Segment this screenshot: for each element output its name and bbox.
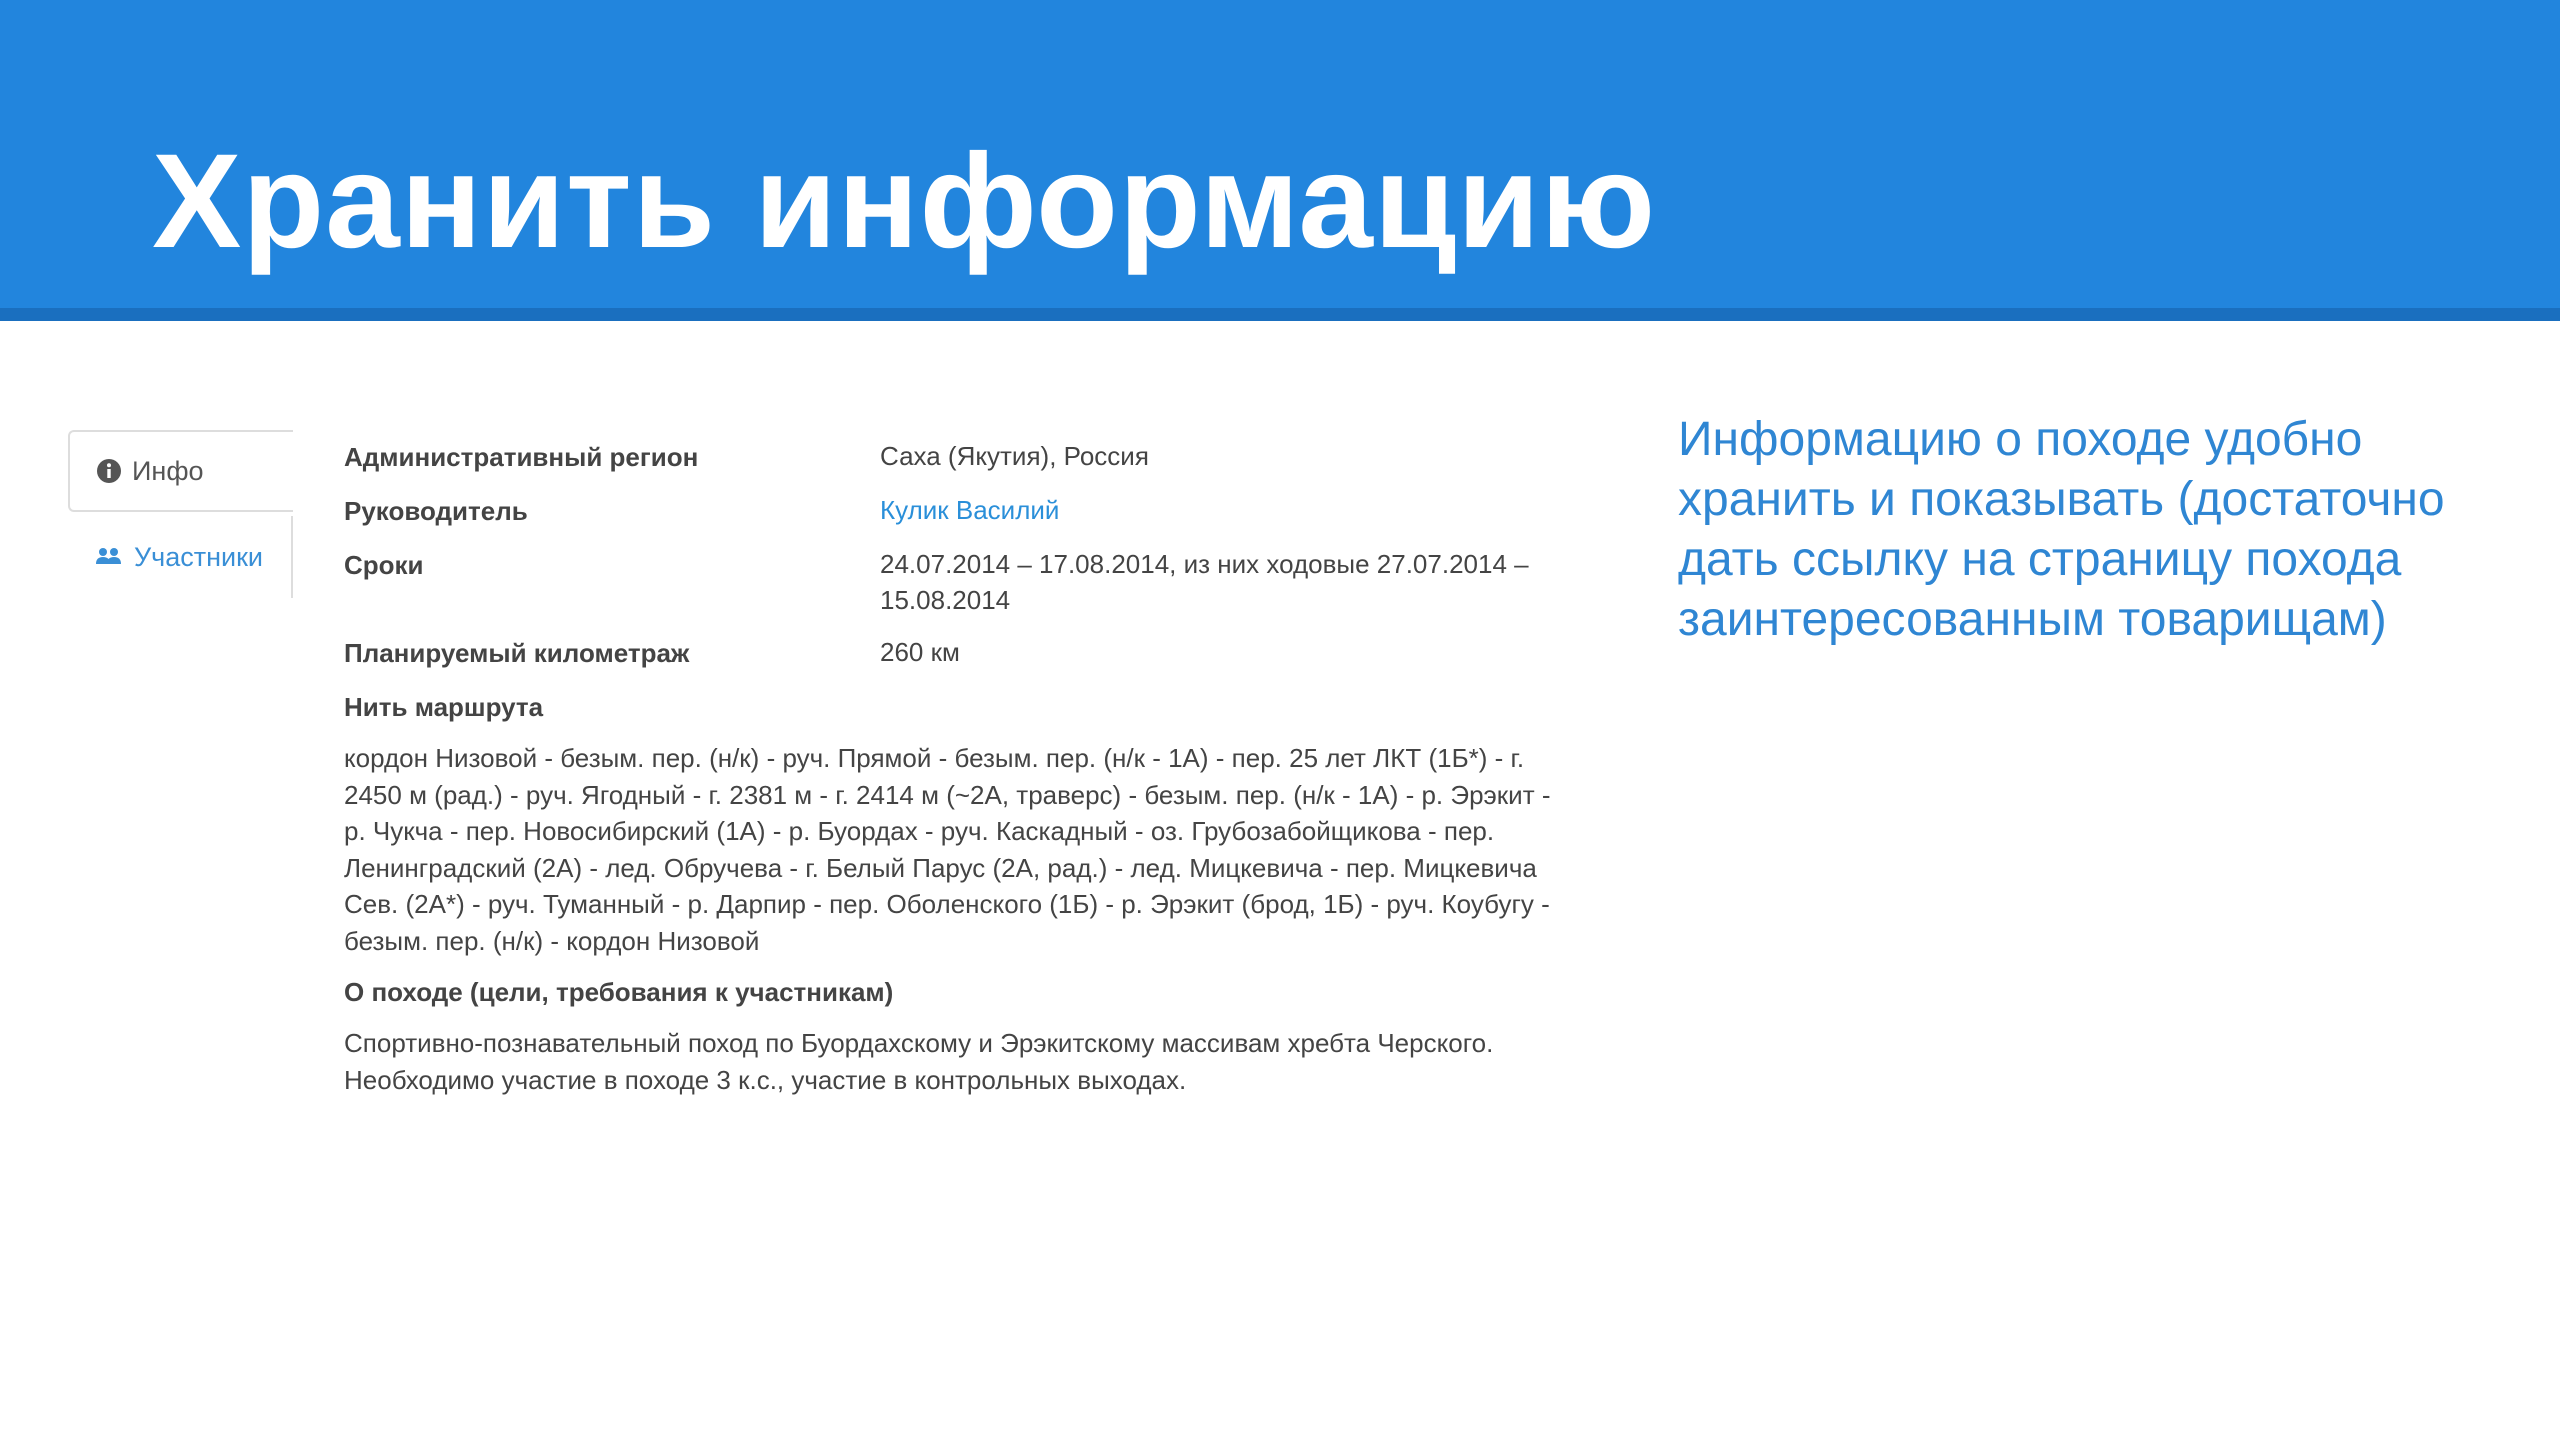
field-label: Сроки bbox=[344, 550, 424, 580]
field-value: 260 км bbox=[880, 637, 960, 667]
tab-participants[interactable] bbox=[68, 516, 293, 598]
about-title: О походе (цели, требования к участникам) bbox=[344, 977, 894, 1007]
users-icon bbox=[94, 546, 124, 568]
field-value: Саха (Якутия), Россия bbox=[880, 441, 1149, 471]
field-distance bbox=[344, 634, 1564, 672]
field-region bbox=[344, 438, 1564, 476]
about-text bbox=[344, 1025, 1564, 1098]
field-dates bbox=[344, 546, 1564, 618]
field-label: Планируемый километраж bbox=[344, 638, 690, 668]
leader-link[interactable]: Кулик Василий bbox=[880, 495, 1060, 525]
field-value: 24.07.2014 – 17.08.2014, из них ходовые 27.07.2014 – 15.08.2014 bbox=[880, 549, 1529, 615]
field-leader bbox=[344, 492, 1564, 530]
slide-header bbox=[0, 0, 2560, 321]
trip-info-panel bbox=[344, 438, 1564, 1098]
route-title: Нить маршрута bbox=[344, 692, 544, 722]
field-label: Административный регион bbox=[344, 442, 699, 472]
slide-note: Информацию о походе удобно хранить и показывать (достаточно дать ссылку на страницу похода заинтересованным товарищам) bbox=[1678, 413, 2445, 646]
field-label: Руководитель bbox=[344, 496, 528, 526]
info-circle-icon bbox=[96, 458, 122, 484]
slide-title: Хранить информацию bbox=[152, 127, 1657, 276]
about-line-1: Спортивно-познавательный поход по Буордахскому и Эрэкитскому массивам хребта Черского. bbox=[344, 1028, 1494, 1058]
tab-info[interactable] bbox=[68, 430, 293, 512]
about-line-2: Необходимо участие в походе 3 к.с., участие в контрольных выходах. bbox=[344, 1064, 1187, 1095]
tab-participants-label: Участники bbox=[134, 541, 263, 572]
tab-list bbox=[68, 430, 293, 598]
tab-info-label: Инфо bbox=[132, 455, 204, 486]
route-text: кордон Низовой - безым. пер. (н/к) - руч. Прямой - безым. пер. (н/к - 1А) - пер. 25 лет ЛКТ (1Б*) - г. 2450 м (рад.) - руч. Ягодный - г. 2381 м - г. 2414 м (~2А, траверс) - безым. пер. (н/к - 1А) - р. Эрэкит - р. Чукча - пер. Новосибирский (1А) - р. Буордах - руч. Каскадный - оз. Грубозабойщикова - пер. Ленинградский (2А) - лед. Обручева - г. Белый Парус (2А, рад.) - лед. Мицкевича - пер. Мицкевича Сев. (2А*) - руч. Туманный - р. Дарпир - пер. Оболенского (1Б) - р. Эрэкит (брод, 1Б) - руч. Коубугу - безым. пер. (н/к) - кордон Низовой bbox=[344, 743, 1551, 956]
